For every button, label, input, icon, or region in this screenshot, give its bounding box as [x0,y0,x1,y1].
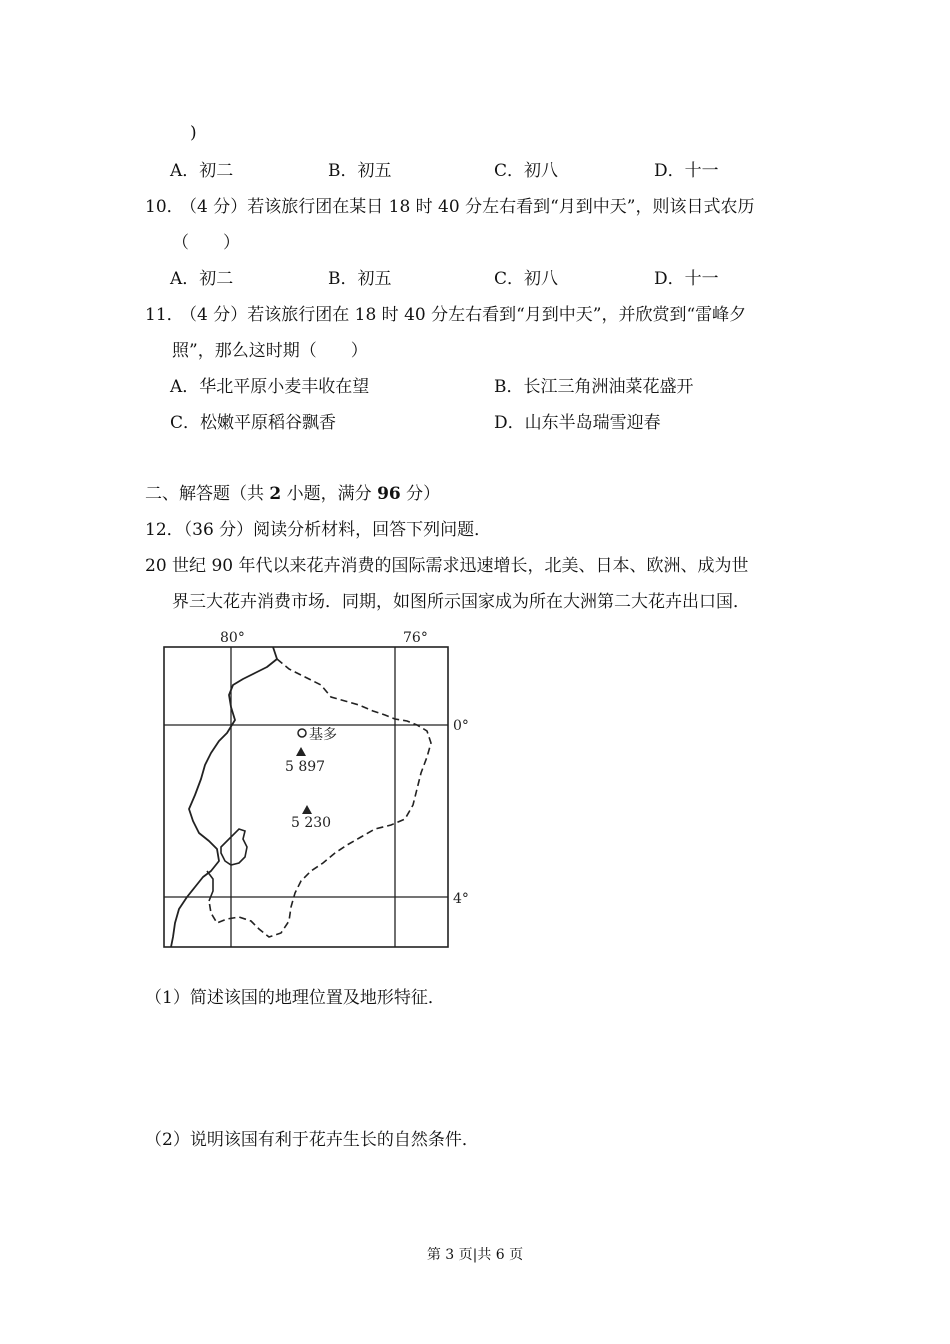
capital-marker [298,729,306,737]
page-footer: 第 3 页|共 6 页 [426,1247,524,1263]
q12-material-line1: 20 世纪 90 年代以来花卉消费的国际需求迅速增长，北美、日本、欧洲、成为世 [145,556,749,576]
peak-triangle-2 [302,805,312,814]
q10-stem-line1: （4 分）若该旅行团在某日 18 时 40 分左右看到“月到中天”，则该日式农历 [180,197,755,217]
lat-label-0: 0° [453,718,469,734]
map-frame [164,647,448,947]
q11-option-c[interactable]: C．松嫩平原稻谷飘香 [170,413,337,433]
q11-number: 11． [145,305,184,325]
q10-option-d[interactable]: D．十一 [654,269,719,289]
q9-paren-tail: ) [190,123,197,143]
q10-option-a[interactable]: A．初二 [170,269,234,289]
ecuador-map [155,625,485,955]
q12-sub1: （1）简述该国的地理位置及地形特征． [145,988,445,1008]
q12-header: 12．（36 分）阅读分析材料，回答下列问题． [145,520,492,540]
peak-triangle-1 [296,747,306,756]
lon-label-80: 80° [220,630,245,646]
q10-option-b[interactable]: B．初五 [328,269,392,289]
q12-material-line2: 界三大花卉消费市场．同期，如图所示国家成为所在大洲第二大花卉出口国． [172,592,750,612]
q9-option-c[interactable]: C．初八 [494,161,559,181]
section2-heading [145,486,440,503]
section2-middle: 小题，满分 [281,484,378,504]
q11-option-d[interactable]: D．山东半岛瑞雪迎春 [494,413,661,433]
peak-label-2: 5 230 [291,815,332,831]
gulf-island [221,829,247,865]
q10-stem-line2: （ ） [172,233,240,253]
q11-stem-line1: （4 分）若该旅行团在 18 时 40 分左右看到“月到中天”，并欣赏到“雷峰夕 [180,305,747,325]
q10-option-c[interactable]: C．初八 [494,269,559,289]
lat-label-4: 4° [453,891,469,907]
q9-option-d[interactable]: D．十一 [654,161,719,181]
q11-stem-line2: 照”，那么这时期（ ） [172,341,368,361]
q9-option-b[interactable]: B．初五 [328,161,392,181]
section2-score: 96 [377,484,401,504]
lon-label-76: 76° [403,630,428,646]
q12-sub2: （2）说明该国有利于花卉生长的自然条件． [145,1130,479,1150]
q10-number: 10． [145,197,184,217]
q11-option-b[interactable]: B．长江三角洲油菜花盛开 [494,377,694,397]
capital-label: 基多 [309,727,337,743]
peak-label-1: 5 897 [285,759,326,775]
section2-suffix: 分） [400,484,441,504]
q11-option-a[interactable]: A．华北平原小麦丰收在望 [170,377,370,397]
q9-option-a[interactable]: A．初二 [170,161,234,181]
section2-count: 2 [269,484,282,504]
section2-prefix: 二、解答题（共 [145,484,270,504]
national-border [209,659,431,937]
coastline [171,647,277,947]
